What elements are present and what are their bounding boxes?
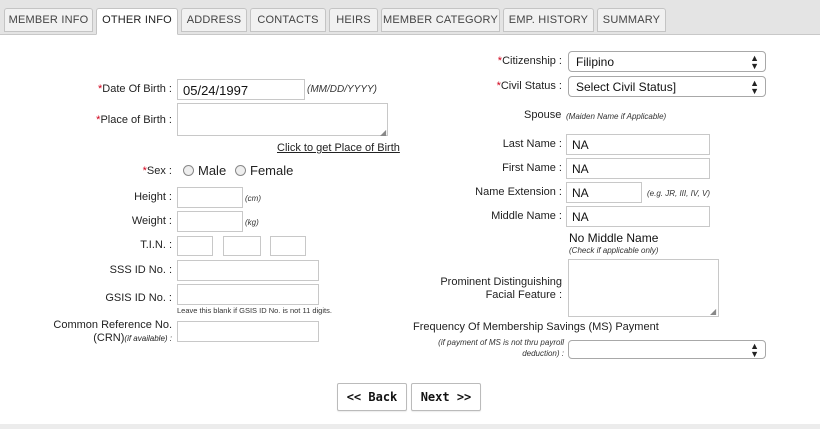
last-name-label: Last Name : — [502, 138, 562, 150]
dob-format-hint: (MM/DD/YYYY) — [307, 84, 377, 95]
get-place-of-birth-link[interactable]: Click to get Place of Birth — [277, 142, 400, 154]
back-button[interactable]: << Back — [337, 383, 407, 411]
name-extension-hint: (e.g. JR, III, IV, V) — [647, 189, 710, 198]
no-middle-name-hint: (Check if applicable only) — [569, 246, 659, 255]
tab-member-category[interactable]: MEMBER CATEGORY — [381, 8, 500, 32]
civil-status-select[interactable]: Select Civil Status] ▲ ▼ — [568, 76, 766, 97]
tab-summary[interactable]: SUMMARY — [597, 8, 666, 32]
weight-input[interactable] — [177, 211, 243, 232]
spouse-label: Spouse — [524, 109, 562, 121]
sex-label: *Sex : — [142, 165, 172, 177]
sex-male-label: Male — [198, 163, 227, 178]
sex-female-label: Female — [250, 163, 294, 178]
spouse-name-extension-input[interactable]: NA — [566, 182, 642, 203]
ms-frequency-hint-2: deduction) : — [522, 349, 564, 358]
tab-contacts[interactable]: CONTACTS — [250, 8, 326, 32]
ms-frequency-hint-1: (if payment of MS is not thru payroll — [438, 338, 564, 347]
tab-heirs[interactable]: HEIRS — [329, 8, 378, 32]
spouse-middle-name-input[interactable]: NA — [566, 206, 710, 227]
tin-part1-input[interactable] — [177, 236, 213, 256]
sss-label: SSS ID No. : — [109, 264, 172, 276]
pob-label: *Place of Birth : — [96, 114, 172, 126]
gsis-note: Leave this blank if GSIS ID No. is not 11 digits. — [177, 306, 332, 315]
gsis-label: GSIS ID No. : — [105, 292, 172, 304]
pob-resize-grip-icon[interactable]: ◢ — [380, 128, 387, 137]
crn-input[interactable] — [177, 321, 319, 342]
up-down-chevron-icon: ▲ ▼ — [750, 341, 759, 359]
ms-frequency-label: Frequency Of Membership Savings (MS) Payment — [413, 321, 659, 333]
facial-feature-label-2: Facial Feature : — [485, 289, 562, 301]
middle-name-label: Middle Name : — [491, 210, 562, 222]
facial-feature-textarea[interactable] — [568, 259, 719, 317]
tab-other-info[interactable]: OTHER INFO — [96, 8, 178, 35]
ms-frequency-select[interactable] — [568, 340, 766, 359]
first-name-label: First Name : — [502, 162, 562, 174]
spouse-first-name-input[interactable]: NA — [566, 158, 710, 179]
tab-emp-history[interactable]: EMP. HISTORY — [503, 8, 594, 32]
citizenship-select[interactable]: Filipino ▲ ▼ — [568, 51, 766, 72]
citizenship-label: *Citizenship : — [497, 55, 562, 67]
tin-part2-input[interactable] — [223, 236, 261, 256]
up-down-chevron-icon: ▲ ▼ — [750, 53, 759, 71]
weight-unit: (kg) — [245, 218, 259, 227]
tab-bar — [0, 0, 820, 35]
weight-label: Weight : — [131, 215, 172, 227]
tin-part3-input[interactable] — [270, 236, 306, 256]
sex-male-radio[interactable] — [183, 165, 194, 176]
height-label: Height : — [134, 191, 172, 203]
civil-status-label: *Civil Status : — [496, 80, 562, 92]
tab-member-info[interactable]: MEMBER INFO — [4, 8, 93, 32]
crn-label: Common Reference No. — [53, 319, 172, 331]
bottom-divider — [0, 424, 820, 429]
height-unit: (cm) — [245, 194, 261, 203]
name-extension-label: Name Extension : — [475, 186, 562, 198]
facial-feature-label: Prominent Distinguishing — [440, 276, 562, 288]
spouse-hint: (Maiden Name if Applicable) — [566, 112, 667, 121]
dob-label: *Date Of Birth : — [98, 83, 172, 95]
crn-label-sub: (CRN)(if available) : — [93, 332, 172, 344]
up-down-chevron-icon: ▲ ▼ — [750, 78, 759, 96]
tab-address[interactable]: ADDRESS — [181, 8, 247, 32]
spouse-last-name-input[interactable]: NA — [566, 134, 710, 155]
gsis-input[interactable] — [177, 284, 319, 305]
dob-input[interactable]: 05/24/1997 — [177, 79, 305, 100]
next-button[interactable]: Next >> — [411, 383, 481, 411]
tin-label: T.I.N. : — [140, 239, 172, 251]
sss-input[interactable] — [177, 260, 319, 281]
facial-resize-grip-icon[interactable]: ◢ — [710, 307, 717, 316]
height-input[interactable] — [177, 187, 243, 208]
no-middle-name-label[interactable]: No Middle Name — [569, 231, 659, 245]
pob-textarea[interactable] — [177, 103, 388, 136]
sex-female-radio[interactable] — [235, 165, 246, 176]
